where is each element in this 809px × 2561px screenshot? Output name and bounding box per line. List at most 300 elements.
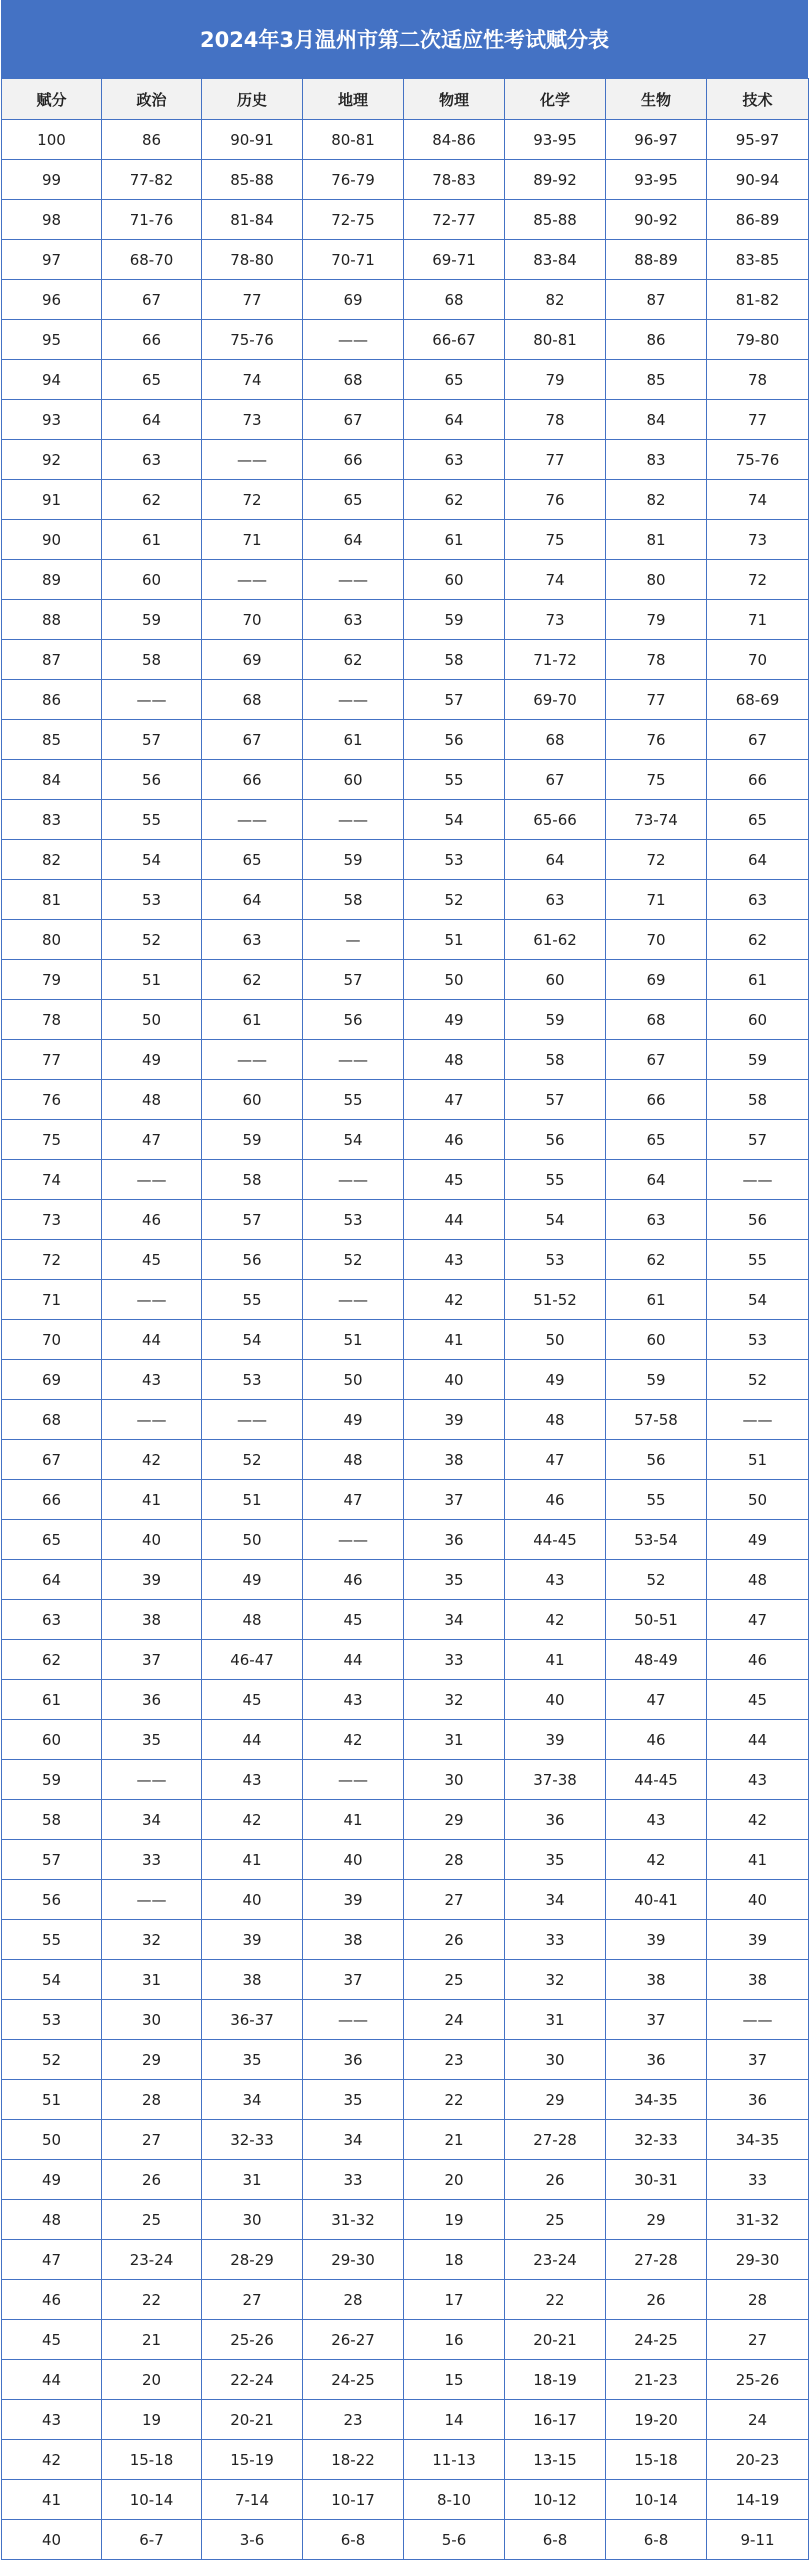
- table-row: [2, 1360, 809, 1400]
- raw-score-range-cell: ——: [303, 560, 404, 600]
- raw-score-range-cell: 44: [202, 1720, 303, 1760]
- raw-score-range-cell: 28: [102, 2080, 202, 2120]
- table-row: [2, 1560, 809, 1600]
- raw-score-range-cell: 80: [606, 560, 707, 600]
- raw-score-range-cell: 34-35: [707, 2120, 809, 2160]
- raw-score-range-cell: 85-88: [505, 200, 606, 240]
- raw-score-range-cell: 16-17: [505, 2400, 606, 2440]
- raw-score-range-cell: 41: [707, 1840, 809, 1880]
- raw-score-range-cell: 69-71: [404, 240, 505, 280]
- raw-score-range-cell: 75-76: [707, 440, 809, 480]
- score-cell: 67: [2, 1440, 102, 1480]
- raw-score-range-cell: 30: [404, 1760, 505, 1800]
- raw-score-range-cell: 49: [404, 1000, 505, 1040]
- raw-score-range-cell: 54: [102, 840, 202, 880]
- score-cell: 76: [2, 1080, 102, 1120]
- raw-score-range-cell: 73-74: [606, 800, 707, 840]
- raw-score-range-cell: 75: [606, 760, 707, 800]
- raw-score-range-cell: ——: [303, 1040, 404, 1080]
- raw-score-range-cell: ——: [102, 1760, 202, 1800]
- raw-score-range-cell: 81: [606, 520, 707, 560]
- raw-score-range-cell: 60: [202, 1080, 303, 1120]
- raw-score-range-cell: ——: [707, 2000, 809, 2040]
- raw-score-range-cell: 60: [102, 560, 202, 600]
- raw-score-range-cell: 39: [102, 1560, 202, 1600]
- raw-score-range-cell: 55: [505, 1160, 606, 1200]
- raw-score-range-cell: 56: [202, 1240, 303, 1280]
- table-row: [2, 360, 809, 400]
- raw-score-range-cell: 50: [303, 1360, 404, 1400]
- table-row: [2, 2040, 809, 2080]
- raw-score-range-cell: 68: [606, 1000, 707, 1040]
- raw-score-range-cell: 82: [505, 280, 606, 320]
- raw-score-range-cell: 58: [707, 1080, 809, 1120]
- table-row: [2, 1040, 809, 1080]
- raw-score-range-cell: 58: [404, 640, 505, 680]
- raw-score-range-cell: 24: [404, 2000, 505, 2040]
- raw-score-range-cell: 50: [102, 1000, 202, 1040]
- raw-score-range-cell: 53: [303, 1200, 404, 1240]
- score-cell: 50: [2, 2120, 102, 2160]
- raw-score-range-cell: 90-91: [202, 120, 303, 160]
- raw-score-range-cell: 64: [404, 400, 505, 440]
- raw-score-range-cell: 50-51: [606, 1600, 707, 1640]
- raw-score-range-cell: 40: [202, 1880, 303, 1920]
- table-row: [2, 1960, 809, 2000]
- raw-score-range-cell: 40: [707, 1880, 809, 1920]
- table-row: [2, 480, 809, 520]
- raw-score-range-cell: 6-8: [606, 2520, 707, 2560]
- raw-score-range-cell: 68-69: [707, 680, 809, 720]
- raw-score-range-cell: 52: [303, 1240, 404, 1280]
- raw-score-range-cell: 26: [505, 2160, 606, 2200]
- raw-score-range-cell: 27: [202, 2280, 303, 2320]
- raw-score-range-cell: 18-19: [505, 2360, 606, 2400]
- raw-score-range-cell: 57: [102, 720, 202, 760]
- raw-score-range-cell: 20: [404, 2160, 505, 2200]
- raw-score-range-cell: 30: [505, 2040, 606, 2080]
- table-row: [2, 280, 809, 320]
- raw-score-range-cell: 38: [303, 1920, 404, 1960]
- raw-score-range-cell: 55: [202, 1280, 303, 1320]
- column-header-biology: 生物: [606, 79, 707, 120]
- raw-score-range-cell: 71: [606, 880, 707, 920]
- raw-score-range-cell: 86: [606, 320, 707, 360]
- raw-score-range-cell: 31: [202, 2160, 303, 2200]
- raw-score-range-cell: 60: [707, 1000, 809, 1040]
- raw-score-range-cell: 75: [505, 520, 606, 560]
- table-row: [2, 1840, 809, 1880]
- score-cell: 62: [2, 1640, 102, 1680]
- raw-score-range-cell: 34: [102, 1800, 202, 1840]
- raw-score-range-cell: 36: [606, 2040, 707, 2080]
- table-row: [2, 520, 809, 560]
- raw-score-range-cell: 36: [102, 1680, 202, 1720]
- score-cell: 77: [2, 1040, 102, 1080]
- column-header-physics: 物理: [404, 79, 505, 120]
- raw-score-range-cell: 54: [707, 1280, 809, 1320]
- raw-score-range-cell: 53: [102, 880, 202, 920]
- raw-score-range-cell: 54: [404, 800, 505, 840]
- table-row: [2, 2320, 809, 2360]
- raw-score-range-cell: 65: [102, 360, 202, 400]
- raw-score-range-cell: 34-35: [606, 2080, 707, 2120]
- raw-score-range-cell: 42: [202, 1800, 303, 1840]
- raw-score-range-cell: 17: [404, 2280, 505, 2320]
- raw-score-range-cell: 22: [505, 2280, 606, 2320]
- raw-score-range-cell: 67: [606, 1040, 707, 1080]
- raw-score-range-cell: 35: [303, 2080, 404, 2120]
- raw-score-range-cell: 95-97: [707, 120, 809, 160]
- score-cell: 79: [2, 960, 102, 1000]
- raw-score-range-cell: 71: [202, 520, 303, 560]
- score-cell: 92: [2, 440, 102, 480]
- raw-score-range-cell: 66-67: [404, 320, 505, 360]
- raw-score-range-cell: 41: [505, 1640, 606, 1680]
- raw-score-range-cell: 47: [404, 1080, 505, 1120]
- table-row: [2, 2200, 809, 2240]
- table-row: [2, 680, 809, 720]
- table-row: [2, 1240, 809, 1280]
- raw-score-range-cell: 58: [303, 880, 404, 920]
- raw-score-range-cell: 8-10: [404, 2480, 505, 2520]
- raw-score-range-cell: 83: [606, 440, 707, 480]
- raw-score-range-cell: 61: [606, 1280, 707, 1320]
- raw-score-range-cell: 73: [202, 400, 303, 440]
- raw-score-range-cell: ——: [303, 1760, 404, 1800]
- raw-score-range-cell: 32-33: [606, 2120, 707, 2160]
- raw-score-range-cell: 64: [303, 520, 404, 560]
- raw-score-range-cell: 85-88: [202, 160, 303, 200]
- raw-score-range-cell: 47: [606, 1680, 707, 1720]
- table-row: [2, 2280, 809, 2320]
- raw-score-range-cell: 42: [102, 1440, 202, 1480]
- raw-score-range-cell: 42: [505, 1600, 606, 1640]
- raw-score-range-cell: 27-28: [505, 2120, 606, 2160]
- raw-score-range-cell: 47: [707, 1600, 809, 1640]
- raw-score-range-cell: 70: [707, 640, 809, 680]
- raw-score-range-cell: 52: [707, 1360, 809, 1400]
- raw-score-range-cell: 49: [102, 1040, 202, 1080]
- table-row: [2, 1720, 809, 1760]
- raw-score-range-cell: 53: [707, 1320, 809, 1360]
- raw-score-range-cell: 38: [404, 1440, 505, 1480]
- raw-score-range-cell: 48: [202, 1600, 303, 1640]
- raw-score-range-cell: 48: [707, 1560, 809, 1600]
- score-cell: 100: [2, 120, 102, 160]
- raw-score-range-cell: 5-6: [404, 2520, 505, 2560]
- raw-score-range-cell: 7-14: [202, 2480, 303, 2520]
- raw-score-range-cell: ——: [303, 680, 404, 720]
- table-row: [2, 1080, 809, 1120]
- raw-score-range-cell: 31: [505, 2000, 606, 2040]
- table-row: [2, 880, 809, 920]
- raw-score-range-cell: ——: [303, 800, 404, 840]
- raw-score-range-cell: 66: [606, 1080, 707, 1120]
- raw-score-range-cell: 64: [202, 880, 303, 920]
- raw-score-range-cell: 76: [606, 720, 707, 760]
- raw-score-range-cell: 60: [505, 960, 606, 1000]
- raw-score-range-cell: 3-6: [202, 2520, 303, 2560]
- raw-score-range-cell: 71-76: [102, 200, 202, 240]
- raw-score-range-cell: 23: [404, 2040, 505, 2080]
- raw-score-range-cell: 31-32: [707, 2200, 809, 2240]
- raw-score-range-cell: 82: [606, 480, 707, 520]
- raw-score-range-cell: 43: [102, 1360, 202, 1400]
- raw-score-range-cell: 86: [102, 120, 202, 160]
- raw-score-range-cell: 28: [404, 1840, 505, 1880]
- raw-score-range-cell: 35: [202, 2040, 303, 2080]
- raw-score-range-cell: 63: [606, 1200, 707, 1240]
- raw-score-range-cell: 77: [202, 280, 303, 320]
- raw-score-range-cell: 59: [303, 840, 404, 880]
- table-row: [2, 640, 809, 680]
- score-cell: 73: [2, 1200, 102, 1240]
- raw-score-range-cell: 29-30: [303, 2240, 404, 2280]
- raw-score-range-cell: 38: [606, 1960, 707, 2000]
- raw-score-range-cell: 74: [202, 360, 303, 400]
- raw-score-range-cell: 49: [707, 1520, 809, 1560]
- score-cell: 91: [2, 480, 102, 520]
- raw-score-range-cell: 81-84: [202, 200, 303, 240]
- raw-score-range-cell: 49: [303, 1400, 404, 1440]
- raw-score-range-cell: 23-24: [102, 2240, 202, 2280]
- raw-score-range-cell: 57: [404, 680, 505, 720]
- raw-score-range-cell: 77-82: [102, 160, 202, 200]
- raw-score-range-cell: 69: [606, 960, 707, 1000]
- table-row: [2, 1920, 809, 1960]
- raw-score-range-cell: 78-80: [202, 240, 303, 280]
- raw-score-range-cell: 78: [707, 360, 809, 400]
- raw-score-range-cell: 65: [606, 1120, 707, 1160]
- table-row: [2, 160, 809, 200]
- raw-score-range-cell: 70: [202, 600, 303, 640]
- score-cell: 99: [2, 160, 102, 200]
- score-cell: 82: [2, 840, 102, 880]
- table-row: [2, 320, 809, 360]
- score-cell: 86: [2, 680, 102, 720]
- raw-score-range-cell: ——: [102, 1160, 202, 1200]
- score-cell: 93: [2, 400, 102, 440]
- score-cell: 75: [2, 1120, 102, 1160]
- raw-score-range-cell: 44: [404, 1200, 505, 1240]
- raw-score-range-cell: 39: [202, 1920, 303, 1960]
- raw-score-range-cell: 34: [404, 1600, 505, 1640]
- raw-score-range-cell: 65: [202, 840, 303, 880]
- raw-score-range-cell: 48-49: [606, 1640, 707, 1680]
- raw-score-range-cell: 85: [606, 360, 707, 400]
- score-cell: 66: [2, 1480, 102, 1520]
- raw-score-range-cell: 31-32: [303, 2200, 404, 2240]
- score-cell: 88: [2, 600, 102, 640]
- raw-score-range-cell: 78-83: [404, 160, 505, 200]
- raw-score-range-cell: 51: [202, 1480, 303, 1520]
- raw-score-range-cell: 88-89: [606, 240, 707, 280]
- raw-score-range-cell: 61: [404, 520, 505, 560]
- table-row: [2, 760, 809, 800]
- score-cell: 90: [2, 520, 102, 560]
- table-row: [2, 720, 809, 760]
- table-row: [2, 1880, 809, 1920]
- raw-score-range-cell: 44-45: [505, 1520, 606, 1560]
- raw-score-range-cell: 32-33: [202, 2120, 303, 2160]
- raw-score-range-cell: 50: [404, 960, 505, 1000]
- score-cell: 78: [2, 1000, 102, 1040]
- raw-score-range-cell: 62: [303, 640, 404, 680]
- raw-score-range-cell: 69-70: [505, 680, 606, 720]
- raw-score-range-cell: 61: [707, 960, 809, 1000]
- raw-score-range-cell: 28: [707, 2280, 809, 2320]
- raw-score-range-cell: 40: [505, 1680, 606, 1720]
- raw-score-range-cell: 33: [404, 1640, 505, 1680]
- raw-score-range-cell: 57: [202, 1200, 303, 1240]
- raw-score-range-cell: 33: [102, 1840, 202, 1880]
- raw-score-range-cell: 14-19: [707, 2480, 809, 2520]
- column-header-chemistry: 化学: [505, 79, 606, 120]
- table-row: [2, 920, 809, 960]
- raw-score-range-cell: 25: [102, 2200, 202, 2240]
- table-row: [2, 1760, 809, 1800]
- raw-score-range-cell: 44: [707, 1720, 809, 1760]
- table-row: [2, 560, 809, 600]
- table-row: [2, 840, 809, 880]
- raw-score-range-cell: 40: [404, 1360, 505, 1400]
- score-cell: 96: [2, 280, 102, 320]
- raw-score-range-cell: 14: [404, 2400, 505, 2440]
- raw-score-range-cell: 77: [707, 400, 809, 440]
- raw-score-range-cell: 27: [102, 2120, 202, 2160]
- raw-score-range-cell: 51-52: [505, 1280, 606, 1320]
- raw-score-range-cell: 43: [303, 1680, 404, 1720]
- raw-score-range-cell: 51: [303, 1320, 404, 1360]
- raw-score-range-cell: 27: [707, 2320, 809, 2360]
- raw-score-range-cell: 24: [707, 2400, 809, 2440]
- raw-score-range-cell: ——: [202, 560, 303, 600]
- raw-score-range-cell: ——: [102, 680, 202, 720]
- raw-score-range-cell: 64: [505, 840, 606, 880]
- score-cell: 44: [2, 2360, 102, 2400]
- raw-score-range-cell: 35: [102, 1720, 202, 1760]
- raw-score-range-cell: 55: [707, 1240, 809, 1280]
- raw-score-range-cell: 36: [505, 1800, 606, 1840]
- raw-score-range-cell: 45: [404, 1160, 505, 1200]
- raw-score-range-cell: 16: [404, 2320, 505, 2360]
- raw-score-range-cell: 73: [707, 520, 809, 560]
- raw-score-range-cell: 43: [606, 1800, 707, 1840]
- raw-score-range-cell: 6-8: [303, 2520, 404, 2560]
- raw-score-range-cell: 62: [606, 1240, 707, 1280]
- raw-score-range-cell: 60: [303, 760, 404, 800]
- raw-score-range-cell: 93-95: [606, 160, 707, 200]
- raw-score-range-cell: 19: [102, 2400, 202, 2440]
- raw-score-range-cell: 74: [707, 480, 809, 520]
- raw-score-range-cell: 19: [404, 2200, 505, 2240]
- raw-score-range-cell: 79: [606, 600, 707, 640]
- raw-score-range-cell: 90-94: [707, 160, 809, 200]
- raw-score-range-cell: 35: [505, 1840, 606, 1880]
- raw-score-range-cell: 37: [404, 1480, 505, 1520]
- raw-score-range-cell: 86-89: [707, 200, 809, 240]
- raw-score-range-cell: 61: [102, 520, 202, 560]
- raw-score-range-cell: 68: [505, 720, 606, 760]
- raw-score-range-cell: 81-82: [707, 280, 809, 320]
- raw-score-range-cell: 40: [102, 1520, 202, 1560]
- raw-score-range-cell: 62: [202, 960, 303, 1000]
- table-row: [2, 2400, 809, 2440]
- table-row: [2, 1000, 809, 1040]
- raw-score-range-cell: 44: [102, 1320, 202, 1360]
- raw-score-range-cell: 50: [707, 1480, 809, 1520]
- table-row: [2, 2080, 809, 2120]
- raw-score-range-cell: 6-7: [102, 2520, 202, 2560]
- raw-score-range-cell: 20-23: [707, 2440, 809, 2480]
- raw-score-range-cell: 37: [707, 2040, 809, 2080]
- raw-score-range-cell: 25-26: [202, 2320, 303, 2360]
- raw-score-range-cell: 59: [707, 1040, 809, 1080]
- score-cell: 45: [2, 2320, 102, 2360]
- column-header-history: 历史: [202, 79, 303, 120]
- score-cell: 89: [2, 560, 102, 600]
- score-cell: 81: [2, 880, 102, 920]
- raw-score-range-cell: ——: [303, 2000, 404, 2040]
- raw-score-range-cell: 27: [404, 1880, 505, 1920]
- raw-score-range-cell: 40: [303, 1840, 404, 1880]
- score-cell: 53: [2, 2000, 102, 2040]
- raw-score-range-cell: 57: [707, 1120, 809, 1160]
- raw-score-range-cell: 35: [404, 1560, 505, 1600]
- raw-score-range-cell: 22: [404, 2080, 505, 2120]
- raw-score-range-cell: 43: [202, 1760, 303, 1800]
- score-cell: 52: [2, 2040, 102, 2080]
- raw-score-range-cell: 22: [102, 2280, 202, 2320]
- score-cell: 58: [2, 1800, 102, 1840]
- raw-score-range-cell: 25-26: [707, 2360, 809, 2400]
- raw-score-range-cell: 72: [606, 840, 707, 880]
- raw-score-range-cell: 54: [505, 1200, 606, 1240]
- raw-score-range-cell: 66: [102, 320, 202, 360]
- score-cell: 71: [2, 1280, 102, 1320]
- raw-score-range-cell: 19-20: [606, 2400, 707, 2440]
- raw-score-range-cell: 42: [606, 1840, 707, 1880]
- raw-score-range-cell: 79: [505, 360, 606, 400]
- raw-score-range-cell: 25: [404, 1960, 505, 2000]
- raw-score-range-cell: 53: [404, 840, 505, 880]
- raw-score-range-cell: 26: [606, 2280, 707, 2320]
- raw-score-range-cell: 52: [404, 880, 505, 920]
- score-cell: 63: [2, 1600, 102, 1640]
- raw-score-range-cell: 83-84: [505, 240, 606, 280]
- raw-score-range-cell: 44: [303, 1640, 404, 1680]
- raw-score-range-cell: 21: [102, 2320, 202, 2360]
- column-header-politics: 政治: [102, 79, 202, 120]
- raw-score-range-cell: 72-75: [303, 200, 404, 240]
- raw-score-range-cell: 9-11: [707, 2520, 809, 2560]
- raw-score-range-cell: 64: [102, 400, 202, 440]
- raw-score-range-cell: 33: [707, 2160, 809, 2200]
- raw-score-range-cell: 38: [102, 1600, 202, 1640]
- raw-score-range-cell: 76: [505, 480, 606, 520]
- raw-score-range-cell: 57-58: [606, 1400, 707, 1440]
- raw-score-range-cell: 29: [606, 2200, 707, 2240]
- table-row: [2, 1320, 809, 1360]
- score-cell: 68: [2, 1400, 102, 1440]
- raw-score-range-cell: 84: [606, 400, 707, 440]
- raw-score-range-cell: 63: [505, 880, 606, 920]
- raw-score-range-cell: ——: [202, 1040, 303, 1080]
- raw-score-range-cell: ——: [102, 1280, 202, 1320]
- table-body: [2, 120, 809, 2560]
- raw-score-range-cell: 66: [707, 760, 809, 800]
